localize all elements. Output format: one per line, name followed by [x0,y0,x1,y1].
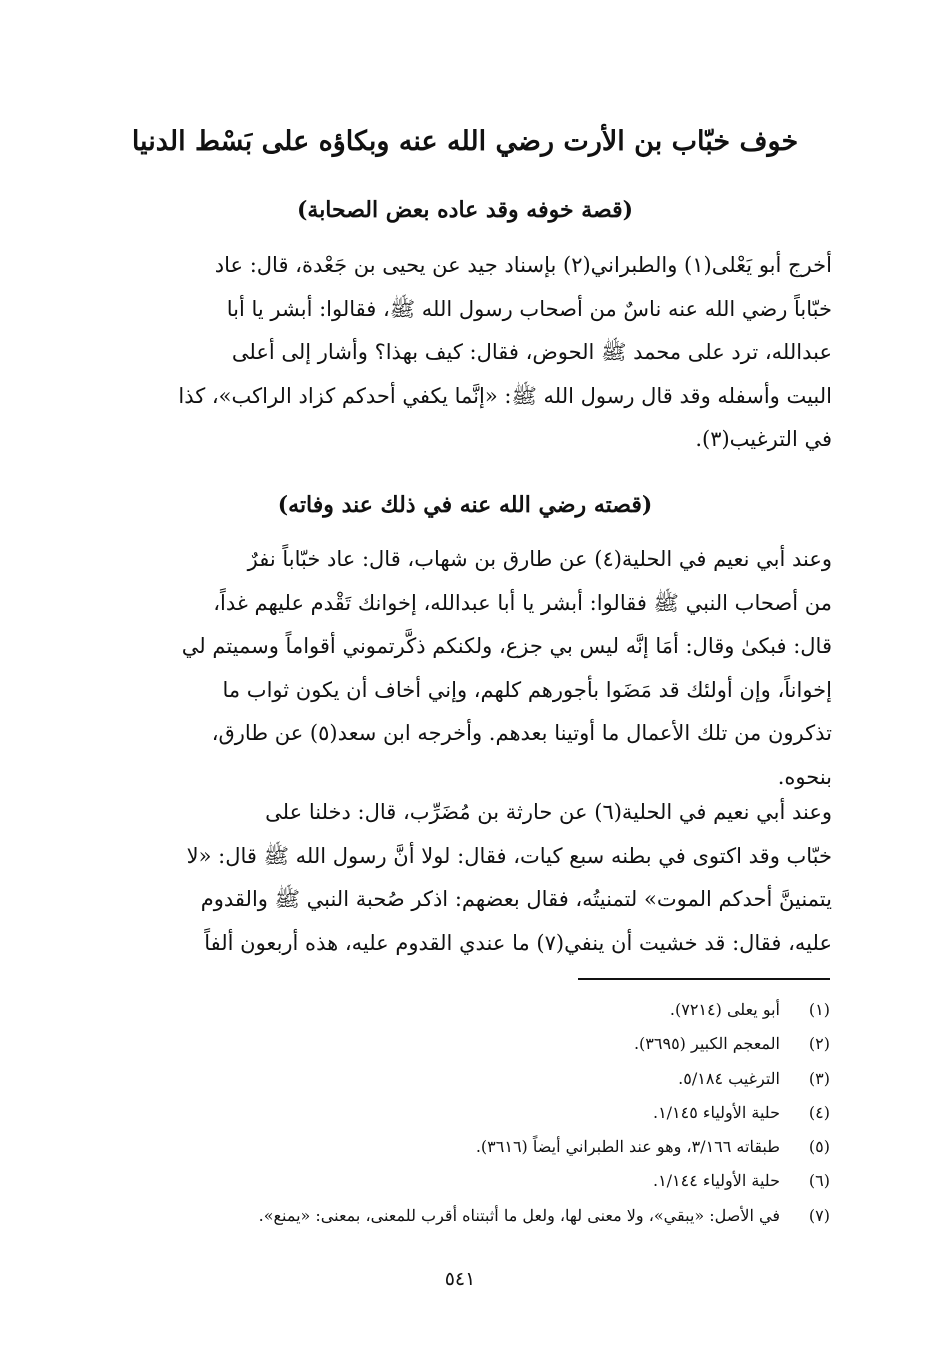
text-line: وعند أبي نعيم في الحلية(٤) عن طارق بن شهاب، قال: عاد خبّاباً نفرٌ [247,547,832,571]
footnote-item [120,1062,830,1096]
footnote-text: الترغيب ٥/١٨٤. [678,1068,780,1088]
text-line: قال: فبكىٰ وقال: أمَا إنَّه ليس بي جزع، ولكنكم ذكَّرتموني أقواماً وسميتم لي [181,634,832,658]
text-line: خبّاب وقد اكتوى في بطنه سبع كيات، فقال: لولا أنَّ رسول الله ﷺ قال: «لا [186,843,832,868]
footnote-number: (٣) [808,1068,830,1088]
footnote-number: (٥) [808,1137,830,1157]
footnote-number: (٢) [808,1034,830,1054]
footnote-item [120,1027,830,1061]
text-line: عليه، فقال: قد خشيت أن ينفي(٧) ما عندي القدوم عليه، هذه أربعون ألفاً [204,930,832,955]
text-line: وعند أبي نعيم في الحلية(٦) عن حارثة بن مُضَرِّب، قال: دخلنا على [265,800,832,824]
text-line: أخرج أبو يَعْلى(١) والطبراني(٢) بإسناد جيد عن يحيى بن جَعْدة، قال: عاد [214,253,832,277]
footnote-text: أبو يعلى (٧٢١٤). [669,1000,780,1019]
paragraph-2 [132,538,832,799]
footnote-text: المعجم الكبير (٣٦٩٥). [633,1034,780,1054]
footnote-item [120,1164,830,1198]
section-heading-2: (قصته رضي الله عنه في ذلك عند وفاته) [277,492,653,518]
text-line: البيت وأسفله وقد قال رسول الله ﷺ: «إنَّما يكفي أحدكم كزاد الراكب»، كذا [178,383,832,408]
footnote-number: (٤) [808,1102,830,1122]
footnote-item [120,1130,830,1164]
footnote-divider [578,978,830,980]
text-line: بنحوه. [777,764,832,789]
text-line: عبدالله، ترد على محمد ﷺ الحوض، فقال: كيف بهذا؟ وأشار إلى أعلى [231,340,832,364]
footnote-text: في الأصل: «يبقي»، ولا معنى لها، ولعل ما أثبتناه أقرب للمعنى، بمعنى: «يمنع». [258,1205,780,1225]
footnote-number: (٧) [808,1205,830,1225]
footnote-text: حلية الأولياء ١/١٤٥. [652,1102,780,1122]
paragraph-3 [132,791,832,965]
footnote-number: (٦) [808,1171,830,1191]
footnote-item [120,1096,830,1130]
section-heading-1: (قصة خوفه وقد عاده بعض الصحابة) [296,197,634,223]
text-line: تذكرون من تلك الأعمال ما أوتينا بعدهم. وأخرجه ابن سعد(٥) عن طارق، [211,721,832,745]
footnotes-list [120,993,830,1233]
footnote-item [120,993,830,1027]
text-line: في الترغيب(٣). [695,427,832,451]
footnote-text: حلية الأولياء ١/١٤٤. [652,1171,780,1191]
paragraph-1 [132,244,832,462]
text-line: من أصحاب النبي ﷺ فقالوا: أبشر يا أبا عبدالله، إخوانك تَقْدم عليهم غداً، [213,590,832,615]
footnote-number: (١) [808,1000,830,1019]
page-number: ٥٤١ [444,1268,476,1290]
text-line: إخواناً، وإن أولئك قد مَضَوا بأجورهم كلهم، وإني أخاف أن يكون ثواب ما [222,677,832,702]
page-title: خوف خبّاب بن الأرت رضي الله عنه وبكاؤه على بَسْط الدنيا [131,126,799,157]
footnote-item [120,1199,830,1233]
footnote-text: طبقاته ٣/١٦٦، وهو عند الطبراني أيضاً (٣٦١٦). [475,1137,780,1157]
text-line: يتمنينَّ أحدكم الموت» لتمنيتُه، فقال بعضهم: اذكر صُحبة النبي ﷺ والقدوم [200,887,832,911]
text-line: خبّاباً رضي الله عنه ناسٌ من أصحاب رسول الله ﷺ، فقالوا: أبشر يا أبا [226,296,832,321]
